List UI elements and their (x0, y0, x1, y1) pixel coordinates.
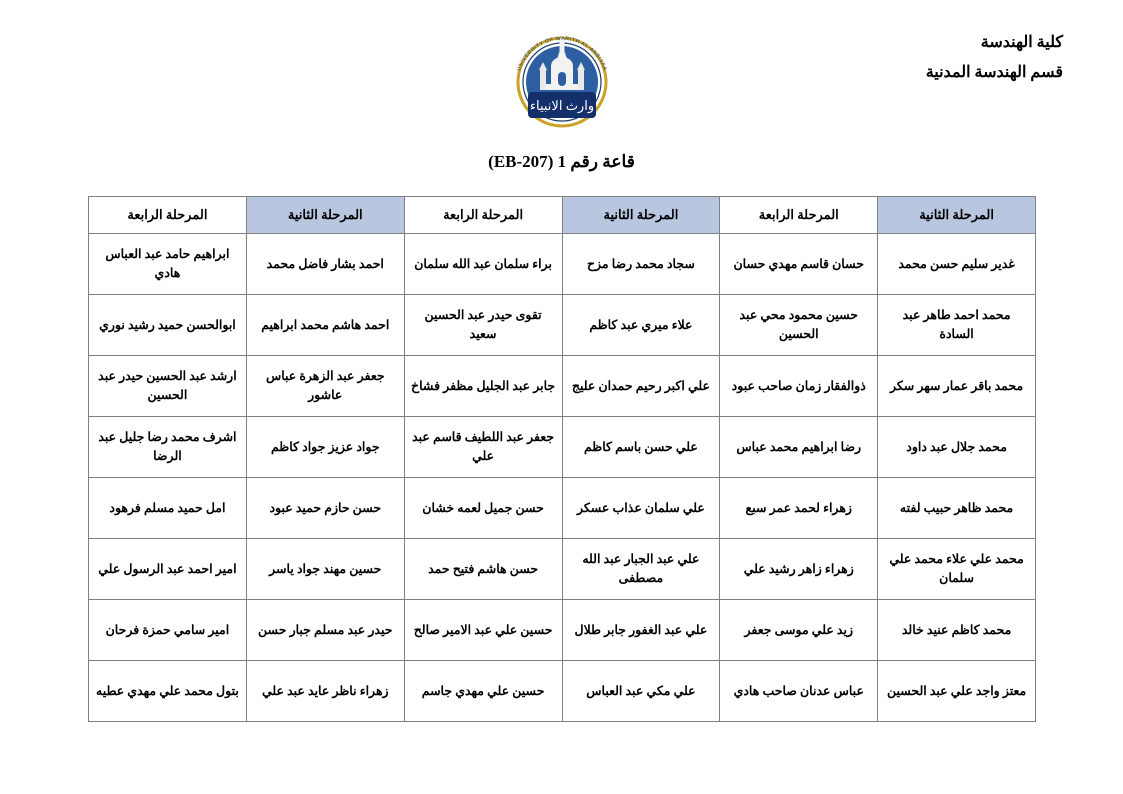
table-cell: ذوالفقار زمان صاحب عبود (720, 356, 878, 417)
students-table (88, 196, 1036, 722)
svg-text:وارث الانبياء: وارث الانبياء (529, 98, 594, 113)
table-cell: حيدر عبد مسلم جبار حسن (246, 600, 404, 661)
table-cell: محمد كاظم عنيد خالد (878, 600, 1036, 661)
table-cell: محمد جلال عبد داود (878, 417, 1036, 478)
table-cell: ابراهيم حامد عبد العباس هادي (89, 234, 247, 295)
table-cell: جابر عبد الجليل مظفر فشاخ (404, 356, 562, 417)
table-cell: اشرف محمد رضا جليل عبد الرضا (89, 417, 247, 478)
table-cell: علي اكبر رحيم حمدان عليج (562, 356, 720, 417)
table-cell: محمد باقر عمار سهر سكر (878, 356, 1036, 417)
column-header-stage-4-a: المرحلة الرابعة (720, 197, 878, 234)
table-cell: علي حسن باسم كاظم (562, 417, 720, 478)
table-row (89, 295, 1036, 356)
table-cell: معتز واجد علي عبد الحسين (878, 661, 1036, 722)
table-row (89, 600, 1036, 661)
table-cell: زهراء لحمد عمر سبع (720, 478, 878, 539)
column-header-stage-2-c: المرحلة الثانية (246, 197, 404, 234)
table-cell: حسين محمود محي عبد الحسين (720, 295, 878, 356)
university-logo-icon (502, 22, 622, 142)
table-cell: تقوى حيدر عبد الحسين سعيد (404, 295, 562, 356)
table-cell: محمد ظاهر حبيب لفته (878, 478, 1036, 539)
table-row (89, 356, 1036, 417)
table-cell: حسين علي مهدي جاسم (404, 661, 562, 722)
table-cell: محمد علي علاء محمد علي سلمان (878, 539, 1036, 600)
table-cell: حسين مهند جواد ياسر (246, 539, 404, 600)
table-cell: زهراء زاهر رشيد علي (720, 539, 878, 600)
table-cell: امير احمد عبد الرسول علي (89, 539, 247, 600)
table-cell: علي سلمان عذاب عسكر (562, 478, 720, 539)
table-cell: علي عبد الغفور جابر طلال (562, 600, 720, 661)
table-cell: علاء ميري عبد كاظم (562, 295, 720, 356)
table-head (89, 197, 1036, 234)
header-college: كلية الهندسة (980, 34, 1063, 51)
header-department: قسم الهندسة المدنية (925, 64, 1063, 82)
table-row (89, 417, 1036, 478)
students-table-container (88, 196, 1036, 722)
table-cell: براء سلمان عبد الله سلمان (404, 234, 562, 295)
table-cell: زيد علي موسى جعفر (720, 600, 878, 661)
table-cell: غدير سليم حسن محمد (878, 234, 1036, 295)
hall-title (0, 152, 1123, 172)
column-header-stage-4-b: المرحلة الرابعة (404, 197, 562, 234)
table-cell: حسان قاسم مهدي حسان (720, 234, 878, 295)
table-cell: عباس عدنان صاحب هادي (720, 661, 878, 722)
table-row (89, 478, 1036, 539)
table-cell: ابوالحسن حميد رشيد نوري (89, 295, 247, 356)
table-row (89, 661, 1036, 722)
table-header-row (89, 197, 1036, 234)
table-cell: علي مكي عبد العباس (562, 661, 720, 722)
table-cell: امير سامي حمزة فرحان (89, 600, 247, 661)
table-cell: رضا ابراهيم محمد عباس (720, 417, 878, 478)
table-cell: امل حميد مسلم فرهود (89, 478, 247, 539)
table-cell: حسن حازم حميد عبود (246, 478, 404, 539)
table-cell: احمد هاشم محمد ابراهيم (246, 295, 404, 356)
table-cell: زهراء ناظر عايد عبد علي (246, 661, 404, 722)
university-logo (502, 22, 622, 142)
table-cell: حسين علي عبد الامير صالح (404, 600, 562, 661)
table-cell: حسن جميل لعمه خشان (404, 478, 562, 539)
svg-text:UNIVERSITY OF WARITH AL-ANBIYA: UNIVERSITY OF WARITH AL-ANBIYAA (515, 35, 608, 72)
column-header-stage-4-c: المرحلة الرابعة (89, 197, 247, 234)
table-cell: جعفر عبد الزهرة عباس عاشور (246, 356, 404, 417)
table-cell: احمد بشار فاضل محمد (246, 234, 404, 295)
document-header (926, 28, 1063, 89)
column-header-stage-2-b: المرحلة الثانية (562, 197, 720, 234)
table-cell: حسن هاشم فتيح حمد (404, 539, 562, 600)
table-row (89, 539, 1036, 600)
table-cell: جعفر عبد اللطيف قاسم عبد علي (404, 417, 562, 478)
table-cell: ارشد عبد الحسين حيدر عبد الحسين (89, 356, 247, 417)
table-body (89, 234, 1036, 722)
table-cell: علي عبد الجبار عبد الله مصطفى (562, 539, 720, 600)
table-row (89, 234, 1036, 295)
table-cell: جواد عزيز جواد كاظم (246, 417, 404, 478)
hall-title-code: (EB-207) (488, 152, 554, 171)
table-cell: بتول محمد علي مهدي عطيه (89, 661, 247, 722)
column-header-stage-2-a: المرحلة الثانية (878, 197, 1036, 234)
table-cell: سجاد محمد رضا مزح (562, 234, 720, 295)
table-cell: محمد احمد طاهر عبد السادة (878, 295, 1036, 356)
hall-title-text: قاعة رقم 1 (557, 152, 635, 171)
